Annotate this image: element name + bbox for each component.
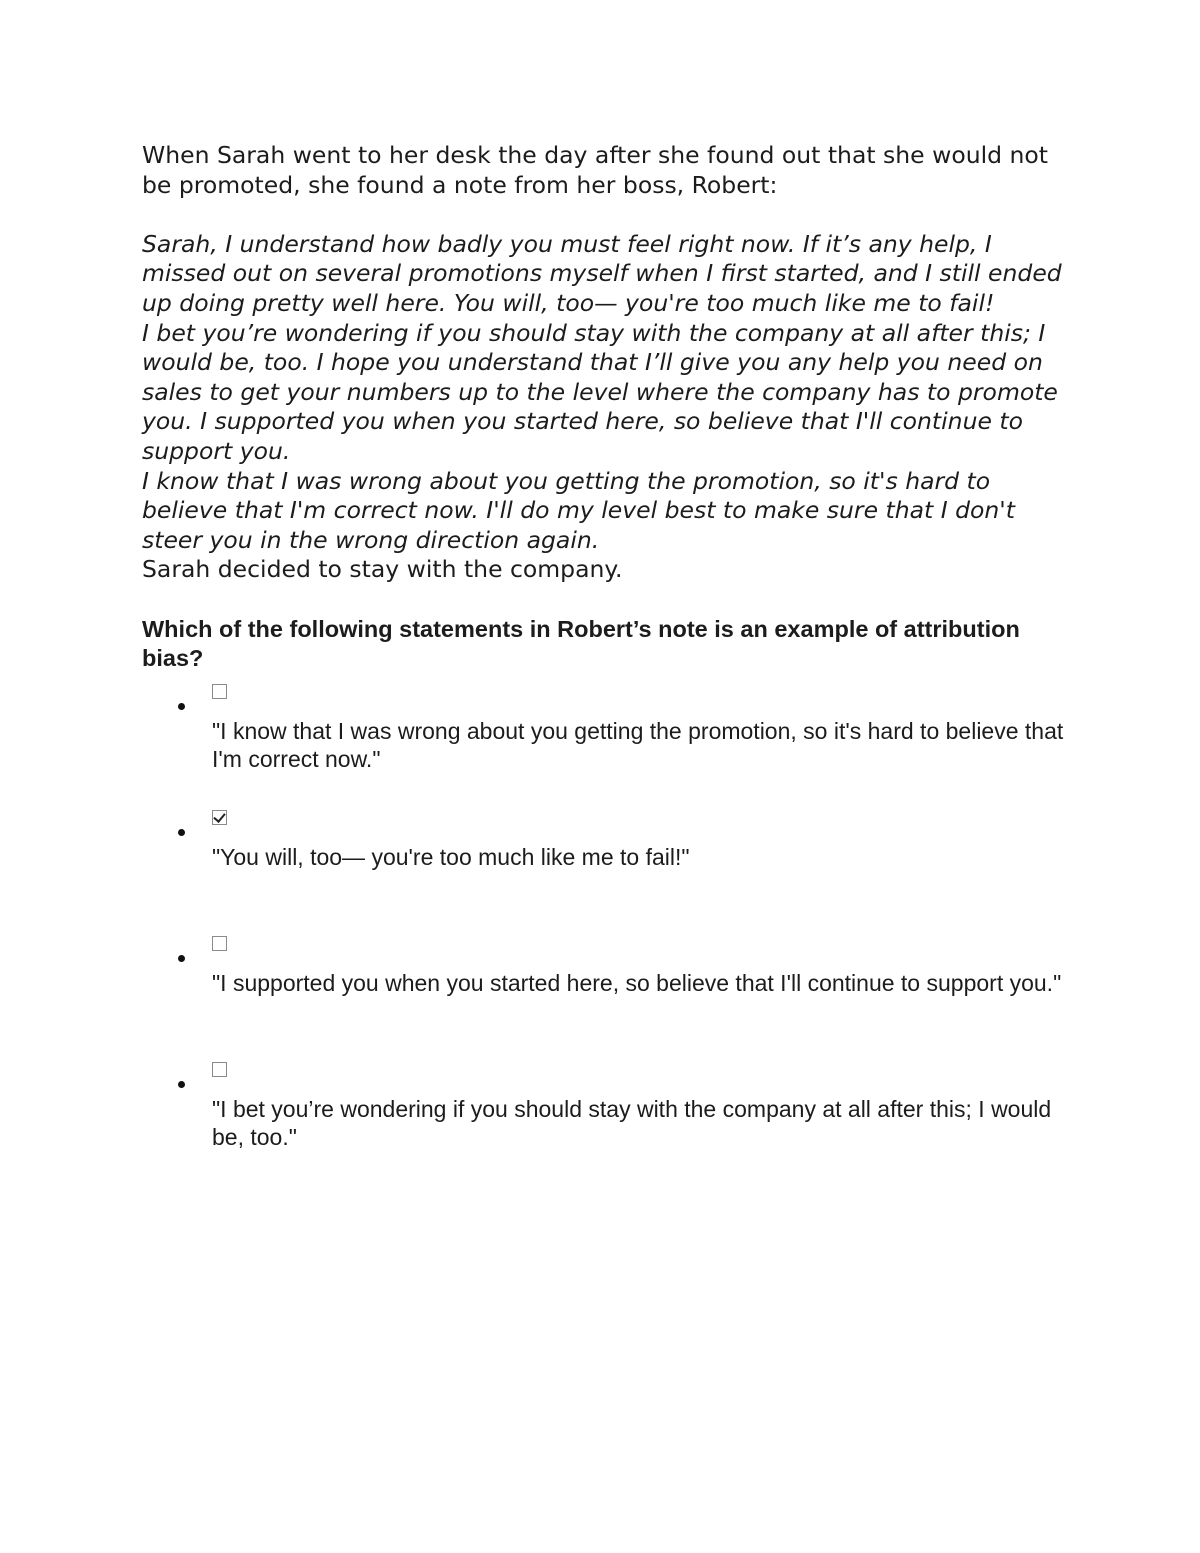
note-paragraph-1: Sarah, I understand how badly you must feel right now. If it’s any help, I missed out on several promotions myself when I first started, and I still ended up doing pretty well here. You will, too— you're too much like me to fail! — [142, 229, 1062, 317]
bullet-icon — [178, 829, 185, 836]
answer-text-3: "I supported you when you started here, so believe that I'll continue to support you." — [212, 969, 1062, 996]
answer-text-4: "I bet you’re wondering if you should stay with the company at all after this; I would be, too." — [212, 1095, 1052, 1150]
answer-option-1 — [142, 684, 1072, 808]
bullet-icon — [178, 1081, 185, 1088]
answer-option-4 — [142, 1062, 1072, 1186]
document-content — [142, 141, 1072, 1186]
answer-options-list — [142, 684, 1072, 1186]
question-heading: Which of the following statements in Robert’s note is an example of attribution bias? — [142, 615, 1020, 672]
note-paragraph-3: I know that I was wrong about you getting the promotion, so it's hard to believe that I'm correct now. I'll do my level best to make sure that I don't steer you in the wrong direction again. — [142, 466, 1015, 554]
answer-option-3 — [142, 936, 1072, 1060]
answer-text-1: "I know that I was wrong about you getting the promotion, so it's hard to believe that I'm correct now." — [212, 717, 1064, 772]
answer-checkbox-4[interactable] — [212, 1062, 227, 1077]
intro-paragraph: When Sarah went to her desk the day after she found out that she would not be promoted, she found a note from her boss, Robert: — [142, 141, 1048, 199]
bullet-icon — [178, 703, 185, 710]
answer-text-2: "You will, too— you're too much like me to fail!" — [212, 843, 690, 870]
note-paragraph-2: I bet you’re wondering if you should stay with the company at all after this; I would be, too. I hope you understand that I’ll give you any help you need on sales to get your numbers up to the level where the company has to promote you. I supported you when you started here, so believe that I'll continue to support you. — [142, 318, 1058, 465]
closing-paragraph: Sarah decided to stay with the company. — [142, 555, 623, 584]
answer-checkbox-1[interactable] — [212, 684, 227, 699]
answer-option-2 — [142, 810, 1072, 934]
answer-checkbox-2[interactable] — [212, 810, 227, 825]
bullet-icon — [178, 955, 185, 962]
answer-checkbox-3[interactable] — [212, 936, 227, 951]
